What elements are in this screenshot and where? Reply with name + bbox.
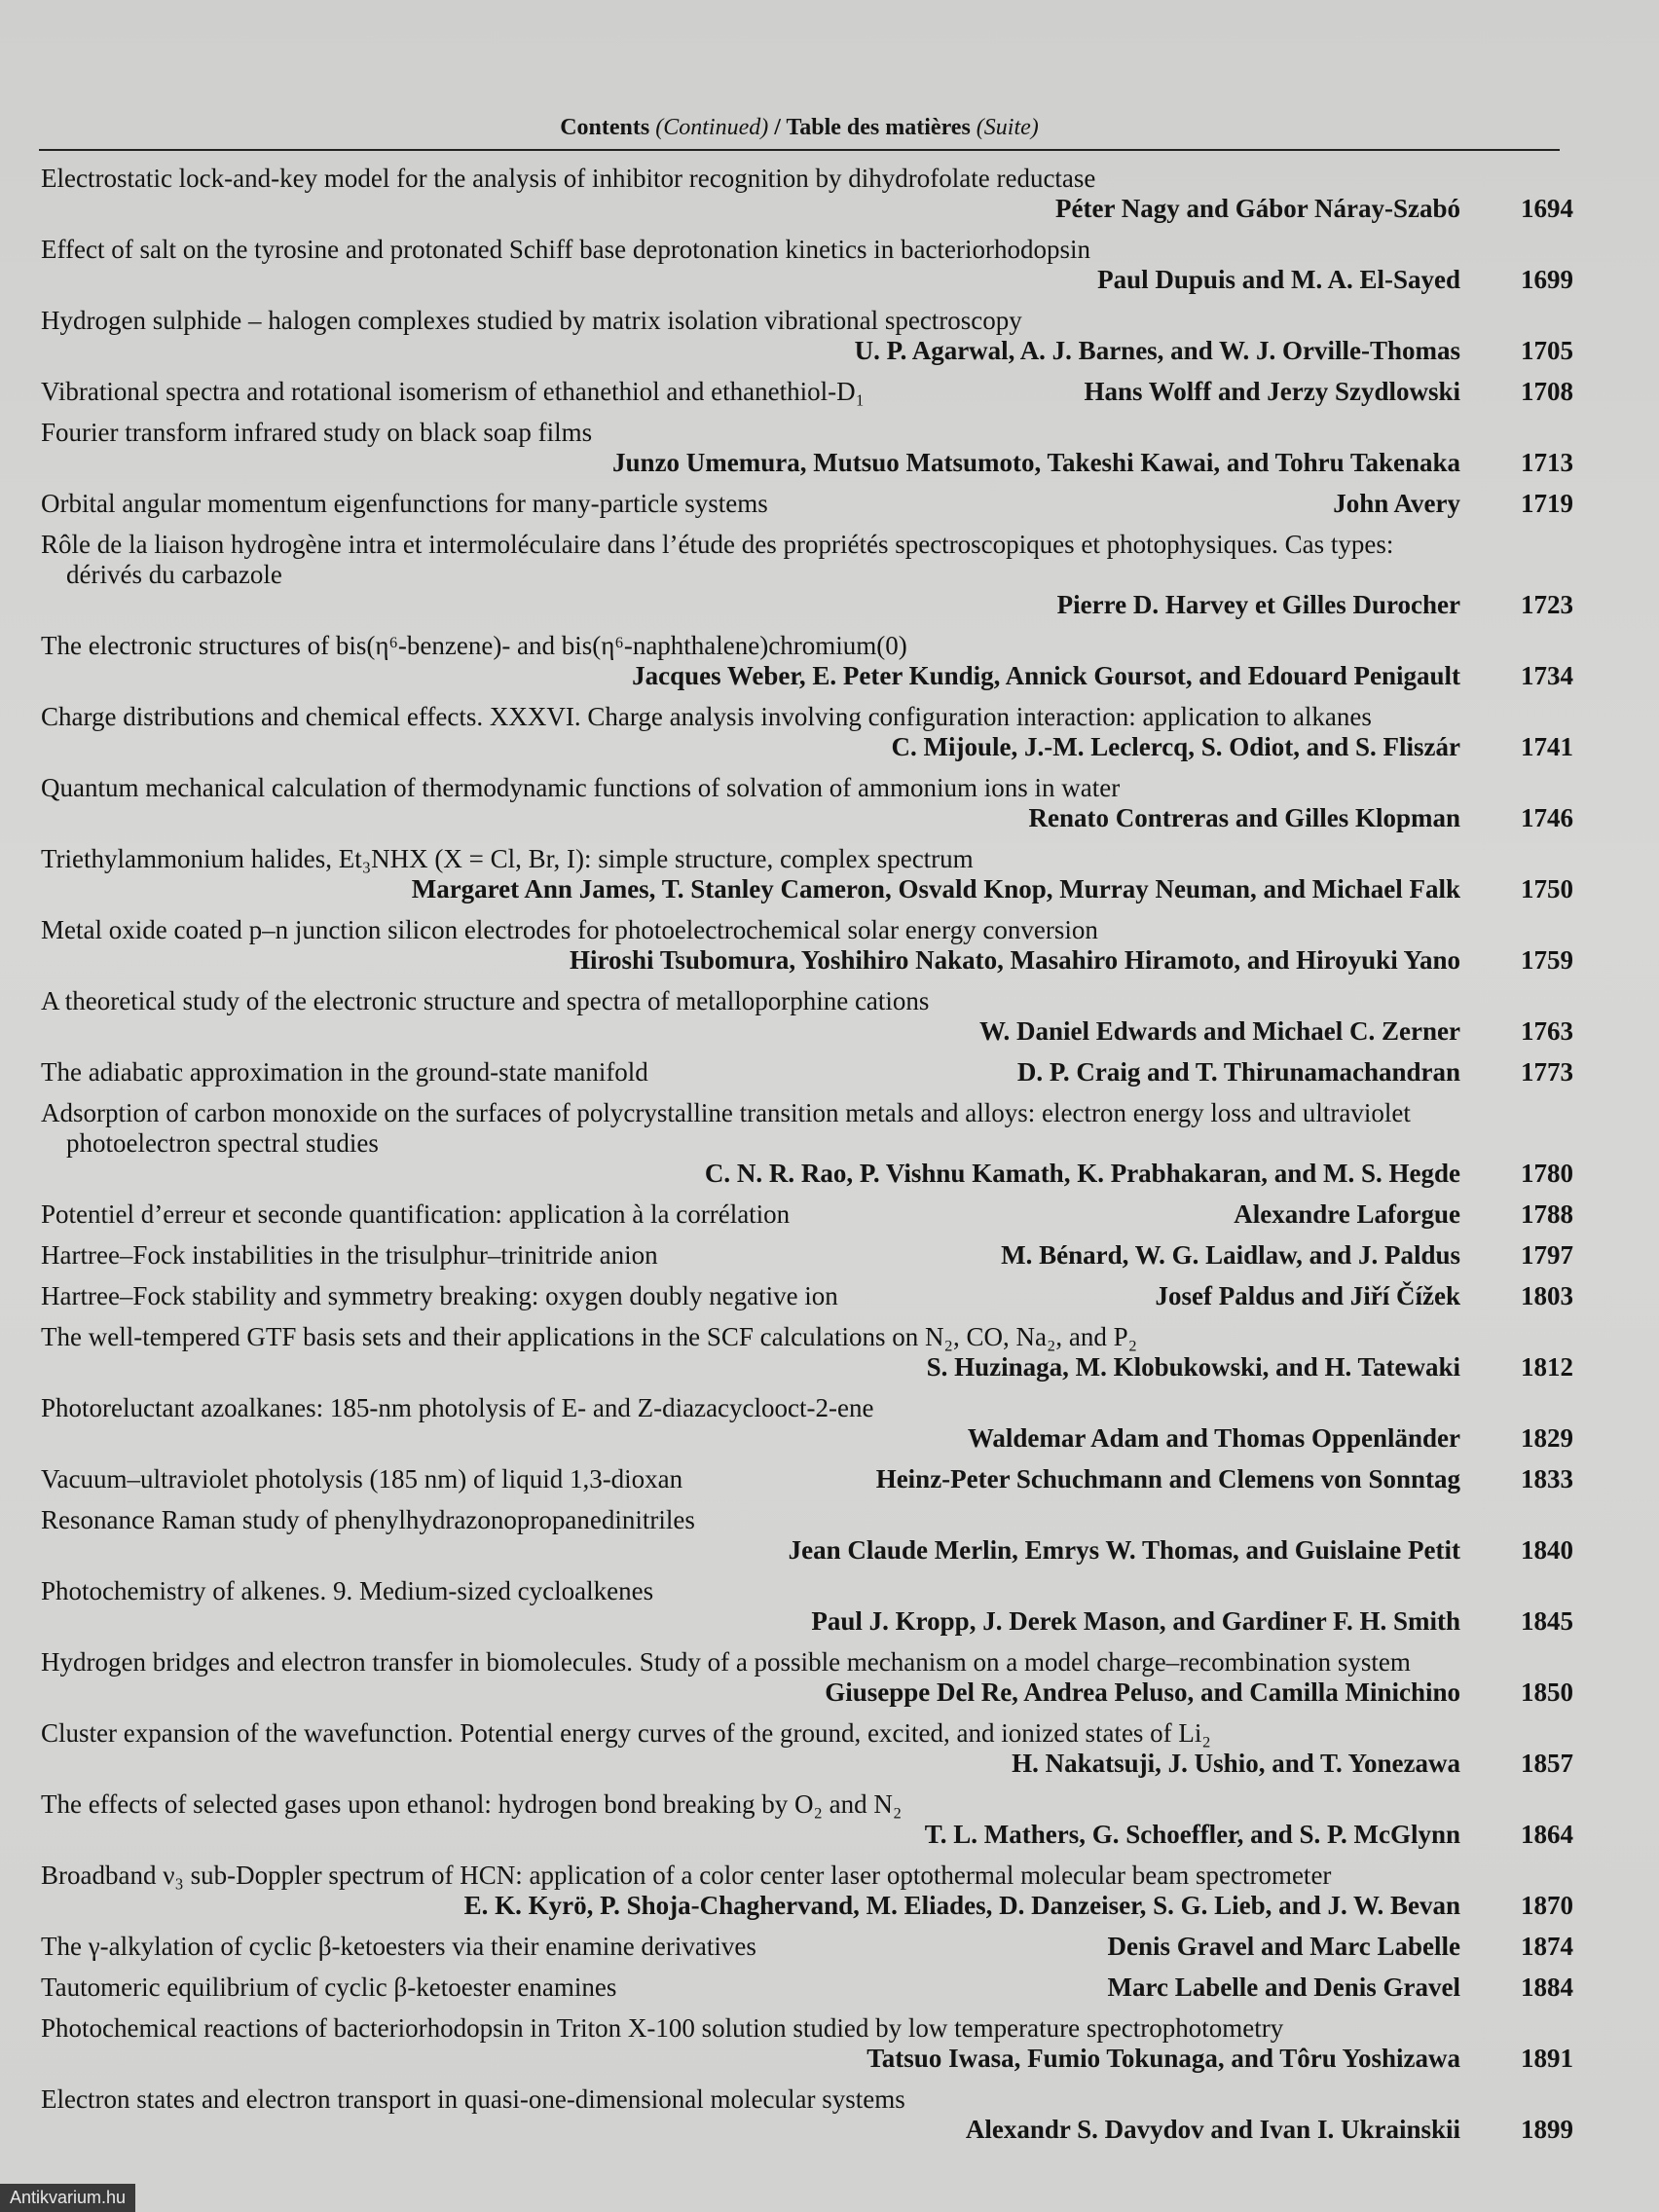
entry-page-number: 1850 [1521,1677,1573,1707]
toc-entry [41,1322,1587,1382]
toc-entry [41,773,1587,833]
toc-entry [41,1199,1587,1230]
entry-authors: John Avery [1333,489,1460,518]
entry-authors: Péter Nagy and Gábor Náray-Szabó [1055,194,1460,223]
toc-entry [41,1789,1587,1850]
toc-entry [41,1972,1587,2003]
entry-page-number: 1734 [1521,661,1573,690]
toc-entry [41,2013,1587,2074]
toc-entry [41,1647,1587,1708]
entry-authors-line [1108,1932,1587,1962]
entry-authors-line [41,1820,1587,1850]
entry-title: Electron states and electron transport in quasi-one-dimensional molecular systems [41,2084,905,2114]
entry-page-number: 1840 [1521,1535,1573,1565]
entry-page-number: 1891 [1521,2044,1573,2073]
entry-authors: Hiroshi Tsubomura, Yoshihiro Nakato, Masahiro Hiramoto, and Hiroyuki Yano [570,945,1460,975]
toc-entry [41,1718,1587,1779]
entry-page-number: 1713 [1521,448,1573,477]
entry-title: Vibrational spectra and rotational isomerism of ethanethiol and ethanethiol-D₁ [41,377,866,406]
entry-page-number: 1694 [1521,194,1573,223]
entry-authors: C. Mijoule, J.-M. Leclercq, S. Odiot, and S. Fliszár [891,732,1460,761]
entry-authors: Renato Contreras and Gilles Klopman [1028,803,1460,832]
entry-title: Adsorption of carbon monoxide on the surfaces of polycrystalline transition metals and alloys: electron energy loss and ultraviolet photoelectron spectral studies [41,1098,1411,1158]
entry-authors-line [876,1464,1587,1494]
entry-page-number: 1803 [1521,1281,1573,1310]
entry-page-number: 1780 [1521,1159,1573,1188]
entry-authors: W. Daniel Edwards and Michael C. Zerner [978,1016,1460,1046]
entry-title: Vacuum–ultraviolet photolysis (185 nm) of liquid 1,3-dioxan [41,1464,683,1493]
entry-authors: D. P. Craig and T. Thirunamachandran [1016,1057,1460,1087]
entry-authors-line [41,448,1587,478]
entry-authors: Jacques Weber, E. Peter Kundig, Annick Goursot, and Edouard Penigault [632,661,1460,690]
entry-page-number: 1750 [1521,874,1573,903]
entry-authors-line [1333,489,1587,519]
entry-authors: T. L. Mathers, G. Schoeffler, and S. P. McGlynn [924,1820,1460,1849]
entry-authors-line [41,1352,1587,1382]
toc-entry [41,306,1587,366]
toc-entry [41,530,1587,620]
header-left-italic: (Continued) [655,115,769,140]
toc-entry [41,1932,1587,1962]
entry-title: A theoretical study of the electronic structure and spectra of metalloporphine cations [41,986,930,1015]
entry-authors-line [41,1677,1587,1708]
entry-title: Hydrogen bridges and electron transfer in biomolecules. Study of a possible mechanism on a model charge–recombination system [41,1647,1411,1677]
toc-entry [41,235,1587,295]
entry-authors-line [41,1749,1587,1779]
entry-authors-line [41,803,1587,833]
entry-authors-line [41,1016,1587,1047]
toc-entry [41,377,1587,407]
entry-page-number: 1899 [1521,2115,1573,2144]
header-right: Table des matières [786,115,971,140]
entry-title: Photochemistry of alkenes. 9. Medium-sized cycloalkenes [41,1576,654,1605]
entry-title: Orbital angular momentum eigenfunctions for many-particle systems [41,489,768,518]
entry-authors-line [41,1606,1587,1637]
entry-authors-line [41,945,1587,976]
entry-authors-line [1017,1057,1587,1088]
entry-page-number: 1723 [1521,590,1573,619]
entry-title: The effects of selected gases upon ethanol: hydrogen bond breaking by O₂ and N₂ [41,1789,903,1819]
entry-authors: M. Bénard, W. G. Laidlaw, and J. Paldus [1001,1240,1460,1270]
entry-authors: Heinz-Peter Schuchmann and Clemens von Sonntag [875,1464,1460,1493]
toc-entry [41,1240,1587,1271]
entry-authors-line [41,2044,1587,2074]
toc-entry [41,1057,1587,1088]
entry-title: The well-tempered GTF basis sets and their applications in the SCF calculations on N₂, CO, Na₂, and P₂ [41,1322,1138,1351]
watermark: Antikvarium.hu [0,2184,135,2212]
entry-title: The γ-alkylation of cyclic β-ketoesters via their enamine derivatives [41,1932,756,1961]
entry-page-number: 1833 [1521,1464,1573,1493]
entry-title: Effect of salt on the tyrosine and protonated Schiff base deprotonation kinetics in bacteriorhodopsin [41,235,1090,264]
entry-authors-line [41,1535,1587,1566]
entry-authors-line [41,590,1587,620]
entry-title: Electrostatic lock-and-key model for the analysis of inhibitor recognition by dihydrofolate reductase [41,164,1096,193]
entry-authors: Alexandr S. Davydov and Ivan I. Ukrainskii [965,2115,1460,2144]
toc-entry [41,986,1587,1047]
entry-title: Photoreluctant azoalkanes: 185-nm photolysis of E- and Z-diazacyclooct-2-ene [41,1393,874,1422]
entry-page-number: 1812 [1521,1352,1573,1382]
entry-authors-line [41,1423,1587,1454]
entry-page-number: 1708 [1521,377,1573,406]
entry-authors: Hans Wolff and Jerzy Szydlowski [1084,377,1460,406]
entry-page-number: 1705 [1521,336,1573,365]
entry-authors: E. K. Kyrö, P. Shoja-Chaghervand, M. Eliades, D. Danzeiser, S. G. Lieb, and J. W. Bevan [463,1891,1460,1920]
entry-title: Resonance Raman study of phenylhydrazonopropanedinitriles [41,1505,695,1534]
entry-page-number: 1870 [1521,1891,1573,1920]
page-header [39,115,1560,141]
entry-authors: Waldemar Adam and Thomas Oppenländer [967,1423,1460,1453]
entry-authors-line [41,1159,1587,1189]
entry-title: Hydrogen sulphide – halogen complexes studied by matrix isolation vibrational spectroscopy [41,306,1022,335]
toc-entry [41,1861,1587,1921]
entry-title: Tautomeric equilibrium of cyclic β-ketoester enamines [41,1972,617,2002]
toc-entry [41,2084,1587,2145]
toc-entry [41,631,1587,691]
toc-entry [41,702,1587,762]
entry-authors: Alexandre Laforgue [1234,1199,1460,1229]
entry-page-number: 1874 [1521,1932,1573,1961]
entry-authors: Paul Dupuis and M. A. El-Sayed [1097,265,1460,294]
entry-authors: Jean Claude Merlin, Emrys W. Thomas, and Guislaine Petit [788,1535,1460,1565]
entry-page-number: 1763 [1521,1016,1573,1046]
toc-entry [41,418,1587,478]
entry-title: Cluster expansion of the wavefunction. Potential energy curves of the ground, excited, and ionized states of Li₂ [41,1718,1211,1748]
entry-authors-line [1001,1240,1587,1271]
entry-authors-line [41,265,1587,295]
contents-list [41,164,1587,2156]
entry-authors: Giuseppe Del Re, Andrea Peluso, and Camilla Minichino [825,1677,1460,1707]
entry-page-number: 1746 [1521,803,1573,832]
entry-authors: Marc Labelle and Denis Gravel [1107,1972,1460,2002]
header-separator: / [768,115,787,140]
entry-authors: Paul J. Kropp, J. Derek Mason, and Gardiner F. H. Smith [811,1606,1460,1636]
entry-title: Quantum mechanical calculation of thermodynamic functions of solvation of ammonium ions in water [41,773,1121,802]
entry-page-number: 1773 [1521,1057,1573,1087]
toc-entry [41,1098,1587,1189]
entry-authors: Tatsuo Iwasa, Fumio Tokunaga, and Tôru Yoshizawa [866,2044,1460,2073]
entry-title: Metal oxide coated p–n junction silicon electrodes for photoelectrochemical solar energy conversion [41,915,1098,944]
entry-title: Hartree–Fock stability and symmetry breaking: oxygen doubly negative ion [41,1281,838,1310]
entry-authors-line [1084,377,1587,407]
toc-entry [41,1393,1587,1454]
entry-page-number: 1864 [1521,1820,1573,1849]
entry-authors-line [41,732,1587,762]
toc-entry [41,1576,1587,1637]
entry-title: Fourier transform infrared study on black soap films [41,418,593,447]
header-left: Contents [560,115,650,140]
toc-entry [41,1281,1587,1311]
entry-authors-line [1155,1281,1587,1311]
entry-authors-line [41,874,1587,904]
entry-title: Rôle de la liaison hydrogène intra et intermoléculaire dans l’étude des propriétés spectroscopiques et photophysiques. Cas types: dérivés du carbazole [41,530,1394,589]
entry-authors-line [41,336,1587,366]
entry-page-number: 1857 [1521,1749,1573,1778]
toc-entry [41,489,1587,519]
toc-entry [41,844,1587,904]
entry-page-number: 1884 [1521,1972,1573,2002]
entry-authors-line [41,661,1587,691]
entry-title: The adiabatic approximation in the ground-state manifold [41,1057,648,1087]
entry-title: Potentiel d’erreur et seconde quantification: application à la corrélation [41,1199,791,1229]
header-right-italic: (Suite) [976,115,1039,140]
entry-page-number: 1845 [1521,1606,1573,1636]
header-rule [39,149,1560,151]
entry-authors-line [41,194,1587,224]
entry-authors-line [41,2115,1587,2145]
entry-page-number: 1699 [1521,265,1573,294]
toc-entry [41,164,1587,224]
entry-authors: U. P. Agarwal, A. J. Barnes, and W. J. Orville-Thomas [854,336,1460,365]
entry-page-number: 1759 [1521,945,1573,975]
entry-authors: S. Huzinaga, M. Klobukowski, and H. Tatewaki [926,1352,1460,1382]
entry-authors: Junzo Umemura, Mutsuo Matsumoto, Takeshi Kawai, and Tohru Takenaka [612,448,1460,477]
entry-authors: Pierre D. Harvey et Gilles Durocher [1056,590,1460,619]
entry-authors: H. Nakatsuji, J. Ushio, and T. Yonezawa [1012,1749,1460,1778]
entry-title: Photochemical reactions of bacteriorhodopsin in Triton X-100 solution studied by low temperature spectrophotometry [41,2013,1284,2043]
entry-page-number: 1719 [1521,489,1573,518]
entry-authors: C. N. R. Rao, P. Vishnu Kamath, K. Prabhakaran, and M. S. Hegde [704,1159,1460,1188]
entry-page-number: 1829 [1521,1423,1573,1453]
entry-authors: Josef Paldus and Jiří Čížek [1155,1281,1460,1310]
entry-authors: Denis Gravel and Marc Labelle [1107,1932,1460,1961]
entry-title: The electronic structures of bis(η⁶-benzene)- and bis(η⁶-naphthalene)chromium(0) [41,631,907,660]
entry-page-number: 1741 [1521,732,1573,761]
entry-authors-line [41,1891,1587,1921]
entry-page-number: 1788 [1521,1199,1573,1229]
entry-title: Broadband ν₃ sub-Doppler spectrum of HCN: application of a color center laser optothermal molecular beam spectrometer [41,1861,1332,1890]
toc-entry [41,1505,1587,1566]
entry-title: Triethylammonium halides, Et₃NHX (X = Cl, Br, I): simple structure, complex spectrum [41,844,974,873]
toc-entry [41,915,1587,976]
entry-authors-line [1234,1199,1587,1230]
entry-title: Charge distributions and chemical effects. XXXVI. Charge analysis involving configuration interaction: application to alkanes [41,702,1372,731]
entry-page-number: 1797 [1521,1240,1573,1270]
entry-authors: Margaret Ann James, T. Stanley Cameron, Osvald Knop, Murray Neuman, and Michael Falk [411,874,1460,903]
entry-title: Hartree–Fock instabilities in the trisulphur–trinitride anion [41,1240,658,1270]
toc-entry [41,1464,1587,1494]
entry-authors-line [1108,1972,1587,2003]
